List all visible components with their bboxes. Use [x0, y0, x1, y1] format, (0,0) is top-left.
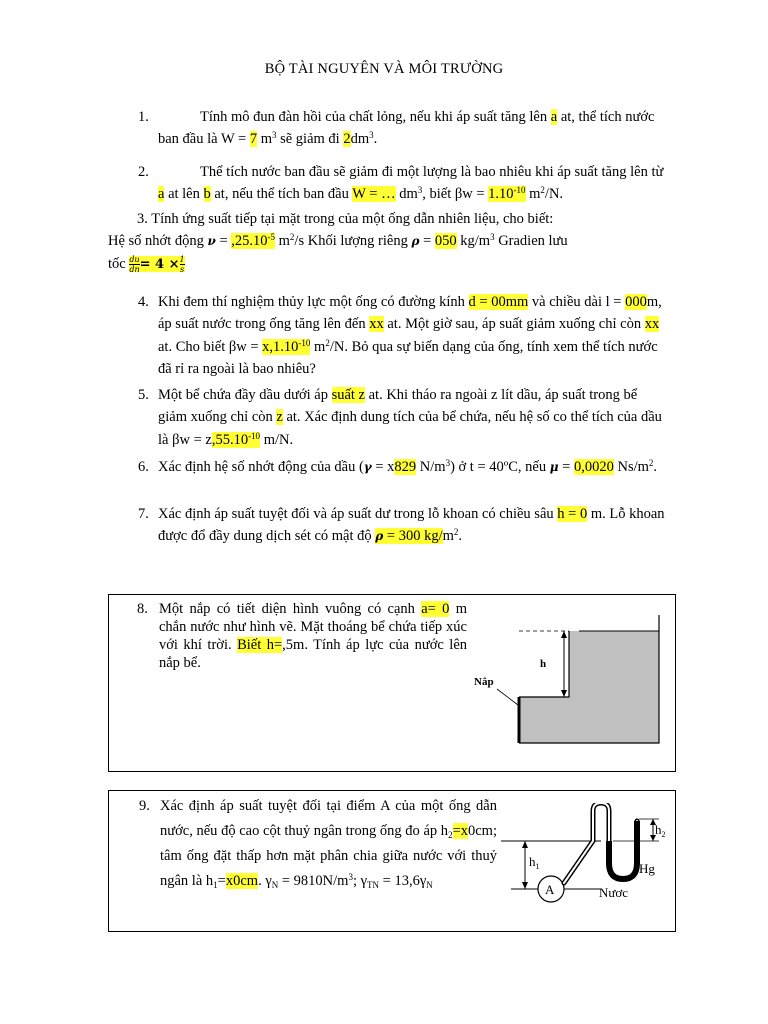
- question-text: 3. Tính ứng suất tiếp tại mặt trong của một ống dẫn nhiên liệu, cho biết:: [137, 211, 554, 227]
- question-text: Khi đem thí nghiệm thủy lực một ống có đường kính d = 00mm và chiều dài l = 000m, áp suất nước trong ống tăng lên đến xx at. Một giờ sau, áp suất giảm xuống chỉ còn xx at. Cho biết $\beta w = x,1.10^{-10}$ $m^2/N$. Bỏ qua sự biến dạng của ống, tính xem thể tích nước đã rỉ ra ngoài là bao nhiêu?: [158, 294, 662, 378]
- question-text-line: tốc $\frac{du}{dn}$ = 4 × $\frac{1}{s}$: [108, 255, 185, 275]
- question-8: [137, 600, 467, 673]
- lid-label: Nắp: [474, 676, 494, 688]
- h2-label: $h_2$: [655, 822, 666, 839]
- question-9-box: [108, 790, 676, 932]
- question-number: 5.: [138, 387, 149, 403]
- question-text: Thể tích nước ban đầu sẽ giảm đi một lượng là bao nhiêu khi áp suất tăng lên từ a at lên b at, nếu thể tích ban đầu W = … $dm^3$, biết $\beta w = 1.10^{-10}$ $m^2/N$.: [158, 164, 664, 203]
- question-number: 8.: [137, 601, 148, 617]
- question-text: Xác định áp suất tuyệt đối và áp suất dư trong lỗ khoan có chiều sâu h = 0 m. Lỗ khoan được đổ đầy dung dịch sét có mật độ ρ = 300 $kg/m^2$.: [158, 506, 665, 545]
- h-arrow-bottom: [561, 690, 567, 697]
- question-4: [138, 291, 668, 381]
- h1-arrow-bottom: [522, 882, 528, 889]
- question-number: 9.: [139, 798, 150, 814]
- question-text: Xác định hệ số nhớt động của dầu (γ = x829 $N/m^3$) ở t = 40ºC, nếu μ = 0,0020 $Ns/m^2$.: [158, 458, 658, 475]
- question-number: 7.: [138, 506, 149, 522]
- question-text: Một nắp có tiết diện hình vuông có cạnh a= 0 m chắn nước như hình vẽ. Mặt thoáng bể chứa tiếp xúc với khí trời. Biết h=,5m. Tính áp lực của nước lên nắp bể.: [159, 601, 468, 672]
- mercury-label: Hg: [639, 861, 655, 876]
- h-arrow-top: [561, 631, 567, 638]
- question-6: [138, 456, 668, 478]
- point-a-label: A: [545, 882, 555, 897]
- question-8-box: [108, 594, 676, 772]
- water-body: [569, 631, 659, 743]
- lid-leader: [497, 689, 518, 705]
- unit-fraction: $\frac{1}{s}$: [179, 255, 185, 275]
- h1-label: $h_1$: [529, 854, 540, 871]
- question-9: [139, 794, 497, 894]
- question-5: [138, 384, 668, 451]
- question-text: Một bể chứa đầy dầu dưới áp suất z at. Khi tháo ra ngoài z lít dầu, áp suất trong bể giảm xuống chỉ còn z at. Xác định dung tích của bể chứa, nếu hệ số co thể tích của dầu là $\beta w = z,55.10^{-10}$ m/N.: [158, 387, 662, 448]
- question-text: Xác định áp suất tuyệt đối tại điểm A của một ống dẫn nước, nếu độ cao cột thuỷ ngân trong ống đo áp $h_2=x0cm$; tâm ống đặt thấp hơn mặt phân chia giữa nước với thuỷ ngân là $h_1=x0cm$. $\gamma_N = 9810N/m^3$; $\gamma_{TN} = 13,6\gamma_N$: [160, 798, 497, 890]
- question-number: 1.: [138, 109, 149, 125]
- question-number: 4.: [138, 294, 149, 310]
- water-base: [519, 697, 579, 743]
- question-text-line: Hệ số nhớt động $\nu = ,25.10^{-5}$ $m^2/s$ Khối lượng riêng ρ = 050 $kg/m^3$ Gradien lưu: [108, 232, 568, 250]
- question-1: [138, 106, 668, 151]
- manometer-tube: [564, 803, 637, 883]
- gradient-fraction: $\frac{du}{dn}$: [129, 255, 140, 275]
- question-7: [138, 503, 668, 548]
- water-label: Nươc: [599, 885, 629, 900]
- manometer-diagram: [501, 803, 673, 915]
- h-label: h: [540, 658, 547, 670]
- question-number: 6.: [138, 459, 149, 475]
- question-text: Tính mô đun đàn hồi của chất lỏng, nếu khi áp suất tăng lên a at, thể tích nước ban đầu là W = 7 $m^3$ sẽ giảm đi $2dm^3$.: [158, 109, 655, 148]
- page-title: BỘ TÀI NGUYÊN VÀ MÔI TRƯỜNG: [264, 61, 504, 77]
- question-number: 2.: [138, 164, 149, 180]
- mercury-column: [609, 821, 637, 879]
- question-2: [138, 161, 668, 206]
- h1-arrow-top: [522, 841, 528, 848]
- question-3: [108, 208, 677, 275]
- tank-lid-diagram: [464, 605, 664, 755]
